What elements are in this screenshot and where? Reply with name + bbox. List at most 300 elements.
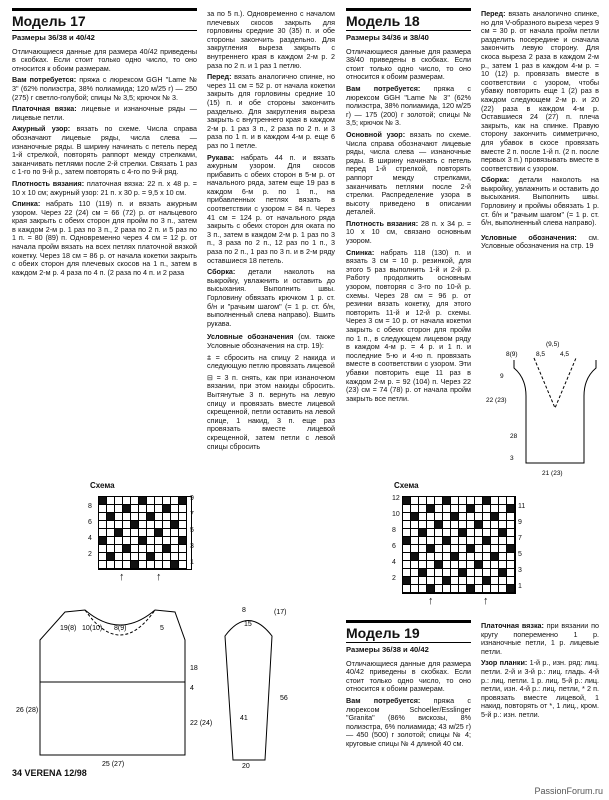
model18-stitch-chart: [402, 496, 516, 594]
chart-cell: [107, 561, 115, 569]
chart-cell: [499, 537, 507, 545]
dim-front-body: 22 (24): [190, 720, 213, 727]
chart-cell: [459, 561, 467, 569]
chart-cell: [483, 577, 491, 585]
chart-cell: [427, 577, 435, 585]
chart-cell: [475, 497, 483, 505]
chart-cell: [403, 553, 411, 561]
model17-col1: [12, 8, 197, 280]
chart-cell: [123, 521, 131, 529]
model17-materials: Вам потребуется: пряжа с люрексом GGH "Lame № 3" (62% полиэстра, 38% полиамида; 120 м/25 г) — 250 (275) г светло-голубой; спицы № 3,5; крючок № 3.: [12, 75, 197, 102]
chart-cell: [107, 521, 115, 529]
chart-cell: [475, 513, 483, 521]
chart-cell: [491, 505, 499, 513]
chart-cell: [443, 569, 451, 577]
dim-front-shoulder: 8(9): [114, 625, 127, 632]
chart-cell: [459, 529, 467, 537]
chart-cell: [443, 545, 451, 553]
chart-cell: [475, 521, 483, 529]
chart-cell: [155, 561, 163, 569]
chart-cell: [411, 529, 419, 537]
chart-cell: [171, 545, 179, 553]
model19-materials: Вам потребуется: пряжа с люрексом Schoeller/Esslinger "Granita" (86% вискозы, 8% полиэстра, 6% полиамида; 43 м/25 г) — 450 (500) г золотой; спицы № 4; круговые спицы № 4 длиной 40 см.: [346, 695, 472, 748]
chart-cell: [179, 497, 187, 505]
chart-cell: [507, 497, 515, 505]
chart-cell: [163, 521, 171, 529]
chart-row-label: 1: [190, 559, 194, 566]
chart-cell: [451, 513, 459, 521]
chart-cell: [507, 553, 515, 561]
chart-cell: [475, 537, 483, 545]
chart-cell: [403, 585, 411, 593]
chart-cell: [451, 497, 459, 505]
chart-cell: [171, 561, 179, 569]
chart-cell: [155, 553, 163, 561]
chart-cell: [507, 561, 515, 569]
model18-col1: [346, 8, 471, 406]
chart-cell: [491, 537, 499, 545]
chart-cell: [507, 585, 515, 593]
chart-row-label: 5: [518, 551, 522, 558]
model19-platochnaya: Платочная вязка: при вязании по кругу попеременно 1 р. изнаночные петли, 1 р. лицевые петли.: [481, 621, 599, 656]
chart-row-label: 6: [392, 543, 396, 550]
chart-cell: [403, 545, 411, 553]
chart-cell: [435, 545, 443, 553]
chart-cell: [99, 513, 107, 521]
chart-cell: [147, 513, 155, 521]
chart-cell: [499, 569, 507, 577]
chart-cell: [123, 513, 131, 521]
chart-cell: [419, 561, 427, 569]
chart-cell: [499, 553, 507, 561]
chart-cell: [459, 537, 467, 545]
chart-row-label: 8: [88, 503, 92, 510]
chart-cell: [403, 537, 411, 545]
chart-cell: [491, 545, 499, 553]
model17-sleeves: Рукава: набрать 44 п. и вязать ажурным узором. Для скосов прибавить с обеих сторон в 5-м р. от начального ряда, затем еще 19 раз в каждом 6-м р. по 1 п., на прибавленных петлях вязать в соответствии с узором = 84 п. Через 41 см = 124 р. от начального ряда закрыть с обеих сторон для оката по 3 п., затем в каждом 2-м р. 1 раз по 3 п., 3 раза по 2 п., 12 раз по 1 п., 3 раза по 2 п., 1 раз по 3 п. и в 2-м ряду оставшиеся 18 петель.: [207, 152, 335, 265]
chart18-arrow-2-icon: ↑: [483, 595, 489, 607]
chart-cell: [483, 537, 491, 545]
model18-back: Спинка: набрать 118 (130) п. и вязать 3 см = 10 р. резинкой, для этого 5 раз выполнить 1-й и 2-й р. Работу продолжить основным узором, повторяя с 3-го по 10-й р. схемы. Через 28 см = 96 р. от резинки вязать кокетку, для этого повторить 11-й и 12-й р. схемы. Через 3 см = 10 р. от начала кокетки закрыть с обеих сторон для пройм по 1 п., в следующем лицевом ряду в каждом 4-м р. = 4 р. и 1 п. и последние 5-ю и 4-ю п. провязать вместе в соответствии с узором. Эти убавки повторить еще 11 раз в каждом 2-м р. = 92 (104) п. Через 22 (23) см = 74 (78) р. от начала пройм закрыть все петли.: [346, 247, 471, 403]
chart-cell: [115, 513, 123, 521]
cluster-stitch-icon: ⊟: [207, 372, 217, 382]
chart-cell: [475, 553, 483, 561]
chart-cell: [467, 513, 475, 521]
chart-cell: [459, 497, 467, 505]
chart-cell: [427, 537, 435, 545]
dim18-top: (9,5): [546, 341, 560, 348]
watermark: PassionForum.ru: [534, 786, 603, 796]
chart-cell: [427, 561, 435, 569]
chart-cell: [155, 521, 163, 529]
model18-density: Плотность вязания: 28 п. х 34 р. = 10 х 10 см, связано основным узором.: [346, 218, 472, 246]
chart-row-label: 12: [392, 495, 400, 502]
dim18-body: 28: [510, 433, 518, 440]
chart-cell: [451, 553, 459, 561]
model19-sizes: Размеры 36/38 и 40/42: [346, 645, 429, 654]
model18-legend: Условные обозначения: см. Условные обозначения на стр. 19: [481, 232, 599, 251]
model17-density: Плотность вязания: платочная вязка: 22 п. х 48 р. = 10 х 10 см; ажурный узор: 21 п. х 30 р. = 9,5 х 10 см.: [12, 178, 198, 197]
chart-cell: [179, 529, 187, 537]
chart-cell: [123, 561, 131, 569]
model17-chart-title: Схема: [90, 481, 115, 490]
chart-cell: [435, 585, 443, 593]
chart-row-label: 4: [88, 535, 92, 542]
model18-basic: Основной узор: вязать по схеме. Числа справа обозначают лицевые ряды, числа слева — изнаночные ряды. В ширину начинать с петель перед 1-й стрелкой, повторять раппорт между стрелками, заканчивать петлями после 2-й стрелки. Распределение узора в высоту приведено в описании деталей.: [346, 129, 472, 217]
chart-cell: [459, 585, 467, 593]
chart-cell: [411, 553, 419, 561]
chart-cell: [459, 513, 467, 521]
chart-cell: [427, 585, 435, 593]
chart-cell: [507, 577, 515, 585]
model18-body-outline: [514, 360, 596, 463]
dim-front-neck: 10(10): [82, 625, 103, 632]
chart-cell: [147, 537, 155, 545]
dim-front-yoke: 18: [190, 665, 198, 672]
chart-row-label: 5: [190, 527, 194, 534]
chart-cell: [163, 553, 171, 561]
chart-cell: [99, 561, 107, 569]
chart-cell: [443, 505, 451, 513]
chart-cell: [483, 529, 491, 537]
chart-cell: [475, 585, 483, 593]
chart-cell: [467, 545, 475, 553]
chart-cell: [171, 497, 179, 505]
chart-cell: [419, 545, 427, 553]
model17-title: Модель 17: [12, 8, 197, 31]
chart-cell: [483, 561, 491, 569]
chart-row-label: 7: [190, 511, 194, 518]
chart-cell: [99, 545, 107, 553]
chart-row-label: 2: [88, 551, 92, 558]
chart-cell: [499, 529, 507, 537]
chart-cell: [147, 561, 155, 569]
chart-cell: [499, 585, 507, 593]
model18-front: Перед: вязать аналогично спинке, но для V-образного выреза через 9 см = 30 р. от начала пройм петли разделить посередине и сначала закончить левую сторону. Для скоса выреза 2 раза в каждом 2-м р., затем 1 раз в каждом 4-м р. = 10 (12) р. провязать вместе в соответствии с узором, чтобы убавку повторить еще 1 (2) раз в каждом следующем 2-м р. и 20 (22) раза в каждом 4-м р. Оставшиеся 24 (27) п. плеча закрыть, как на спинке. Правую сторону закончить симметрично, для убавок в скосе провязать вместе 2 п. после 1-й п. (2 п. после первых 3 п.) провязывать вместе в соответствии с узором.: [481, 9, 600, 173]
chart-cell: [443, 585, 451, 593]
chart-cell: [147, 497, 155, 505]
chart-cell: [411, 521, 419, 529]
chart-cell: [451, 569, 459, 577]
chart-cell: [99, 537, 107, 545]
double-yo-icon: ⩲: [207, 352, 216, 362]
chart-cell: [411, 545, 419, 553]
chart-cell: [115, 561, 123, 569]
dim-front-width: 25 (27): [102, 761, 125, 768]
chart-cell: [451, 545, 459, 553]
chart-cell: [123, 537, 131, 545]
chart-cell: [163, 561, 171, 569]
dim18-rib: 3: [510, 455, 514, 462]
chart-cell: [507, 537, 515, 545]
model17-legend-1: ⩲ = сбросить на спицу 2 накида и следующую петлю провязать лицевой: [207, 352, 335, 371]
dim-sleeve-cap: (17): [274, 609, 287, 616]
chart-cell: [451, 521, 459, 529]
chart-cell: [459, 577, 467, 585]
chart-cell: [507, 529, 515, 537]
chart-cell: [419, 505, 427, 513]
chart-cell: [115, 497, 123, 505]
chart-cell: [411, 513, 419, 521]
chart-cell: [435, 521, 443, 529]
chart-cell: [459, 553, 467, 561]
chart-cell: [467, 521, 475, 529]
chart-cell: [467, 497, 475, 505]
chart-cell: [179, 505, 187, 513]
chart-cell: [483, 585, 491, 593]
chart-cell: [403, 505, 411, 513]
chart-cell: [491, 513, 499, 521]
chart-row-label: 9: [518, 519, 522, 526]
chart-cell: [131, 561, 139, 569]
chart-cell: [139, 561, 147, 569]
chart-cell: [451, 577, 459, 585]
model18-col2: [481, 10, 599, 254]
chart-cell: [499, 577, 507, 585]
chart-row-label: 9: [190, 495, 194, 502]
chart-cell: [123, 505, 131, 513]
chart-cell: [459, 521, 467, 529]
chart-cell: [435, 561, 443, 569]
chart-cell: [147, 505, 155, 513]
chart-cell: [139, 545, 147, 553]
chart-cell: [139, 497, 147, 505]
model19-title: Модель 19: [346, 620, 471, 643]
dim18-depth: 9: [500, 373, 504, 380]
chart-cell: [443, 497, 451, 505]
chart-cell: [171, 505, 179, 513]
chart-cell: [147, 521, 155, 529]
model17-back: Спинка: набрать 110 (119) п. и вязать ажурным узором. Через 22 (24) см = 66 (72) р. от нальцевого края закрыть с обеих сторон для пройм по 3 п., затем в каждом 2-м р. 1 раз по 3 п., 2 раза по 2 п. и 5 раз по 1 п. = 80 (89) п. Одновременно через 4 см = 12 р. от начала пройм вязать на всех петлях платочной вязкой кокетку. Через 18 см = 86 р. от начала кокетки закрыть с обеих сторон для плечевых скосов на 1 п., затем в каждом 2-м р. 4 раза по 4 п. (2 раза по 4 п. и 2 раза: [12, 199, 197, 277]
chart-cell: [147, 545, 155, 553]
chart-cell: [155, 513, 163, 521]
chart-cell: [499, 561, 507, 569]
chart-cell: [451, 537, 459, 545]
chart-cell: [107, 513, 115, 521]
model18-pattern-drawing: [484, 338, 604, 478]
chart-cell: [403, 497, 411, 505]
chart-cell: [491, 577, 499, 585]
chart-row-label: 7: [518, 535, 522, 542]
model18-v-neck: [534, 358, 576, 408]
chart-cell: [171, 553, 179, 561]
chart-cell: [179, 561, 187, 569]
chart-cell: [459, 569, 467, 577]
chart-cell: [451, 561, 459, 569]
dim18-neck: 8(9): [506, 351, 518, 358]
chart-cell: [107, 497, 115, 505]
model17-assembly: Сборка: детали наколоть на выкройку, увлажнить и оставить до высыхания. Выполнить швы. Горловину обвязать крючком 1 р. ст. б/н и "рачьим шагом" (= 1 р. ст. б/н, выполненный слева направо). Вшить рукава.: [207, 267, 336, 328]
model19-intro: Отличающиеся данные для размера 40/42 приведены в скобках. Если стоит только одно число, то оно относится к обоим размерам.: [346, 658, 471, 694]
chart-cell: [451, 585, 459, 593]
chart-cell: [155, 537, 163, 545]
chart-cell: [419, 553, 427, 561]
chart-cell: [419, 521, 427, 529]
chart-cell: [467, 569, 475, 577]
chart-cell: [435, 537, 443, 545]
chart-cell: [475, 545, 483, 553]
chart-cell: [131, 529, 139, 537]
chart-cell: [147, 529, 155, 537]
chart-cell: [427, 505, 435, 513]
chart-cell: [131, 553, 139, 561]
chart18-arrow-1-icon: ↑: [428, 595, 434, 607]
chart-cell: [499, 545, 507, 553]
chart-cell: [99, 553, 107, 561]
chart-cell: [451, 505, 459, 513]
chart-cell: [163, 545, 171, 553]
chart-row-label: 6: [88, 519, 92, 526]
chart-cell: [427, 513, 435, 521]
chart-cell: [411, 585, 419, 593]
model18-intro: Отличающиеся данные для размера 38/40 приведены в скобках. Если стоит только одно число, то оно относится к обоим размерам.: [346, 46, 471, 82]
chart-cell: [171, 529, 179, 537]
chart-cell: [483, 545, 491, 553]
chart-cell: [403, 577, 411, 585]
chart-cell: [491, 561, 499, 569]
chart-cell: [483, 497, 491, 505]
chart-cell: [107, 537, 115, 545]
chart-cell: [179, 521, 187, 529]
chart-cell: [443, 513, 451, 521]
chart-cell: [491, 497, 499, 505]
dim-front-26: 26 (28): [16, 707, 39, 714]
model17-legend-2: ⊟ = 3 п. снять, как при изнаночном вязании, при этом накиды сбросить. Вытянутые 3 п. вернуть на левую спицу и провязать вместе лицевой скрещенной, петли оставить на левой спице, 1 накид, 3 п. еще раз провязать вместе лицевой скрещенной, затем петли с левой спицы сбросить: [207, 372, 335, 451]
chart-cell: [179, 513, 187, 521]
chart-cell: [403, 521, 411, 529]
chart-cell: [115, 529, 123, 537]
chart-cell: [443, 577, 451, 585]
chart-cell: [491, 569, 499, 577]
chart-arrow-2-icon: ↑: [156, 571, 162, 583]
chart-cell: [115, 545, 123, 553]
chart-cell: [499, 497, 507, 505]
chart-cell: [403, 513, 411, 521]
chart-cell: [419, 529, 427, 537]
chart-cell: [171, 521, 179, 529]
chart-cell: [131, 505, 139, 513]
chart-cell: [155, 529, 163, 537]
chart-cell: [475, 529, 483, 537]
chart-cell: [131, 545, 139, 553]
chart-cell: [115, 553, 123, 561]
chart-cell: [403, 529, 411, 537]
chart-cell: [411, 569, 419, 577]
chart-cell: [419, 497, 427, 505]
chart-cell: [99, 505, 107, 513]
chart-cell: [475, 561, 483, 569]
chart-cell: [115, 505, 123, 513]
chart-cell: [499, 505, 507, 513]
chart-cell: [123, 545, 131, 553]
chart-cell: [475, 577, 483, 585]
chart-cell: [163, 529, 171, 537]
model17-legend: Условные обозначения (см. также Условные обозначения на стр. 19):: [207, 332, 335, 350]
chart-cell: [139, 521, 147, 529]
chart-cell: [475, 569, 483, 577]
dim-sleeve-w: 20: [242, 763, 250, 768]
chart-cell: [163, 497, 171, 505]
chart-cell: [507, 569, 515, 577]
model18-assembly: Сборка: детали наколоть на выкройку, увлажнить и оставить до высыхания. Выполнить швы. Горловину и проймы обвязать 1 р. ст. б/н и "рачьим шагом" (= 1 р. ст. б/н, выполненный слева направо).: [481, 175, 599, 228]
chart-row-label: 4: [392, 559, 396, 566]
chart-row-label: 1: [518, 583, 522, 590]
chart-cell: [491, 521, 499, 529]
chart-cell: [139, 537, 147, 545]
chart-cell: [419, 569, 427, 577]
chart-cell: [155, 505, 163, 513]
chart-cell: [139, 553, 147, 561]
chart-row-label: 11: [518, 503, 526, 510]
chart-cell: [163, 505, 171, 513]
chart-cell: [419, 577, 427, 585]
sleeve-outline: [225, 621, 272, 761]
chart-cell: [467, 585, 475, 593]
chart-cell: [131, 513, 139, 521]
chart-cell: [443, 561, 451, 569]
chart-cell: [483, 521, 491, 529]
chart-cell: [411, 577, 419, 585]
chart-cell: [179, 537, 187, 545]
model18-title: Модель 18: [346, 8, 471, 31]
chart-cell: [499, 521, 507, 529]
chart-cell: [403, 561, 411, 569]
chart-row-label: 3: [518, 567, 522, 574]
chart-cell: [443, 521, 451, 529]
dim-front-side: 5: [160, 625, 164, 632]
dim-front-arm: 4: [190, 685, 194, 692]
chart-cell: [491, 585, 499, 593]
chart-cell: [467, 537, 475, 545]
chart-cell: [155, 545, 163, 553]
dim-sleeve-41: 41: [240, 715, 248, 722]
chart-cell: [171, 537, 179, 545]
chart-cell: [427, 545, 435, 553]
chart-cell: [427, 569, 435, 577]
chart-cell: [459, 505, 467, 513]
model17-sizes: Размеры 36/38 и 40/42: [12, 33, 95, 42]
dim18-shoulder: 8,5: [536, 351, 546, 358]
chart-row-label: 10: [392, 511, 400, 518]
model17-azhur: Ажурный узор: вязать по схеме. Числа справа обозначают лицевые ряды, числа слева — изнаночные ряды. В ширину начинать с петель перед 1-й стрелкой, повторять раппорт между стрелками, заканчивать петлями после 2-й стрелки. Связать 1 раз с 1-го по 9-й р., затем повторять с 4-го по 9-й ряд.: [12, 124, 197, 177]
chart-cell: [427, 521, 435, 529]
chart-cell: [427, 553, 435, 561]
chart-cell: [411, 505, 419, 513]
chart-cell: [435, 529, 443, 537]
chart-cell: [435, 513, 443, 521]
chart-cell: [139, 529, 147, 537]
model17-back-cont: за по 5 п.). Одновременно с началом плечевых скосов закрыть для горловины средние 30 (35) п. и обе стороны закончить раздельно. Для закругления выреза закрыть с внутреннего края в каждом 2-м р. 2 раза по 2 п. и 1 раз 1 петлю.: [207, 9, 335, 70]
dim-sleeve-top: 8: [242, 607, 246, 614]
chart-cell: [435, 569, 443, 577]
chart-cell: [467, 505, 475, 513]
chart-cell: [147, 553, 155, 561]
chart-cell: [507, 545, 515, 553]
chart-cell: [491, 553, 499, 561]
model17-stitch-chart: [98, 496, 192, 570]
chart-cell: [131, 497, 139, 505]
chart-cell: [107, 529, 115, 537]
chart-cell: [507, 521, 515, 529]
chart-cell: [99, 521, 107, 529]
chart-cell: [443, 553, 451, 561]
model18-sizes: Размеры 34/36 и 38/40: [346, 33, 429, 42]
chart-cell: [123, 529, 131, 537]
chart-cell: [115, 521, 123, 529]
chart-cell: [467, 553, 475, 561]
chart-cell: [459, 545, 467, 553]
chart-row-label: 2: [392, 575, 396, 582]
